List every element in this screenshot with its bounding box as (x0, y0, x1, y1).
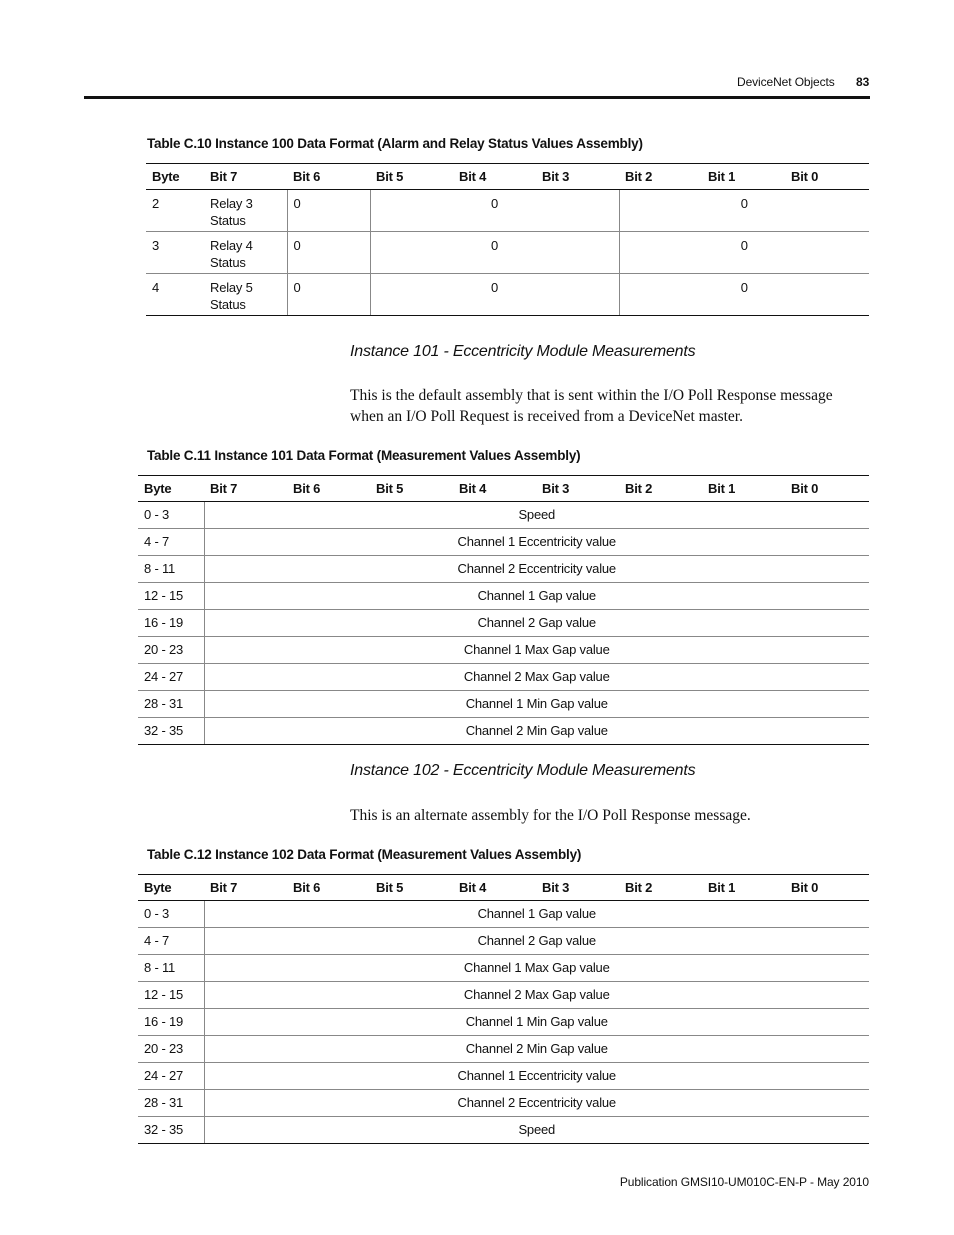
value-cell: Channel 2 Gap value (204, 610, 869, 637)
byte-cell: 3 (146, 232, 204, 274)
value-cell: Speed (204, 1117, 869, 1144)
col-header: Bit 7 (204, 875, 287, 901)
table-row (146, 232, 869, 274)
col-header: Byte (146, 164, 204, 190)
table-row (138, 1117, 869, 1144)
table-row (138, 1036, 869, 1063)
table-c10-header-row (146, 164, 869, 190)
col-header: Bit 4 (453, 476, 536, 502)
value-cell: Channel 2 Eccentricity value (204, 1090, 869, 1117)
col-header: Bit 4 (453, 164, 536, 190)
col-header: Bit 0 (785, 875, 869, 901)
table-c11-header-row (138, 476, 869, 502)
value-cell: Channel 2 Max Gap value (204, 982, 869, 1009)
bit7-cell (204, 190, 287, 232)
byte-cell: 4 - 7 (138, 529, 204, 556)
byte-cell: 2 (146, 190, 204, 232)
table-row (146, 274, 869, 316)
byte-cell: 20 - 23 (138, 1036, 204, 1063)
table-c10 (146, 163, 869, 316)
col-header: Bit 1 (702, 164, 785, 190)
byte-cell: 28 - 31 (138, 1090, 204, 1117)
value-cell: Channel 1 Eccentricity value (204, 529, 869, 556)
publication-footer: Publication GMSI10-UM010C-EN-P - May 2010 (619, 1175, 869, 1189)
table-row (138, 718, 869, 745)
byte-cell: 24 - 27 (138, 1063, 204, 1090)
section-101-paragraph (350, 385, 880, 427)
table-row (146, 190, 869, 232)
col-header: Byte (138, 476, 204, 502)
value-cell: Channel 2 Min Gap value (204, 718, 869, 745)
byte-cell: 20 - 23 (138, 637, 204, 664)
bit7-line2: Status (210, 213, 246, 228)
table-c12-caption: Table C.12 Instance 102 Data Format (Measurement Values Assembly) (147, 847, 582, 862)
bits2-0-cell: 0 (619, 274, 869, 316)
section-101-heading: Instance 101 - Eccentricity Module Measurements (350, 343, 696, 360)
byte-cell: 0 - 3 (138, 901, 204, 928)
byte-cell: 16 - 19 (138, 1009, 204, 1036)
bits5-3-cell: 0 (370, 232, 619, 274)
value-cell: Channel 1 Max Gap value (204, 955, 869, 982)
table-c11 (138, 475, 869, 745)
byte-cell: 32 - 35 (138, 718, 204, 745)
bit7-cell (204, 274, 287, 316)
byte-cell: 32 - 35 (138, 1117, 204, 1144)
byte-cell: 4 - 7 (138, 928, 204, 955)
value-cell: Channel 1 Gap value (204, 901, 869, 928)
table-row (138, 928, 869, 955)
byte-cell: 8 - 11 (138, 955, 204, 982)
bit7-line1: Relay 4 (210, 238, 253, 253)
col-header: Bit 0 (785, 164, 869, 190)
value-cell: Channel 1 Gap value (204, 583, 869, 610)
table-c11-caption: Table C.11 Instance 101 Data Format (Measurement Values Assembly) (147, 448, 581, 463)
byte-cell: 0 - 3 (138, 502, 204, 529)
bit7-line1: Relay 3 (210, 196, 253, 211)
bit7-line1: Relay 5 (210, 280, 253, 295)
table-row (138, 691, 869, 718)
table-row (138, 610, 869, 637)
paragraph-line: This is the default assembly that is sent within the I/O Poll Response message (350, 387, 833, 404)
byte-cell: 8 - 11 (138, 556, 204, 583)
header-rule (84, 96, 870, 99)
byte-cell: 16 - 19 (138, 610, 204, 637)
section-102-paragraph: This is an alternate assembly for the I/O Poll Response message. (350, 807, 751, 824)
value-cell: Speed (204, 502, 869, 529)
col-header: Bit 2 (619, 476, 702, 502)
byte-cell: 24 - 27 (138, 664, 204, 691)
table-row (138, 583, 869, 610)
table-row (138, 901, 869, 928)
col-header: Bit 2 (619, 164, 702, 190)
table-row (138, 529, 869, 556)
table-c12 (138, 874, 869, 1144)
bit6-cell: 0 (287, 232, 370, 274)
col-header: Bit 5 (370, 164, 453, 190)
table-row (138, 1090, 869, 1117)
bit7-cell (204, 232, 287, 274)
running-header-section: DeviceNet Objects (737, 75, 835, 89)
value-cell: Channel 1 Min Gap value (204, 691, 869, 718)
col-header: Bit 6 (287, 164, 370, 190)
table-row (138, 982, 869, 1009)
col-header: Bit 4 (453, 875, 536, 901)
page-number: 83 (856, 75, 870, 89)
bits2-0-cell: 0 (619, 190, 869, 232)
col-header: Bit 1 (702, 476, 785, 502)
col-header: Bit 5 (370, 875, 453, 901)
col-header: Bit 3 (536, 875, 619, 901)
table-row (138, 556, 869, 583)
byte-cell: 12 - 15 (138, 982, 204, 1009)
bits5-3-cell: 0 (370, 190, 619, 232)
value-cell: Channel 2 Gap value (204, 928, 869, 955)
value-cell: Channel 2 Min Gap value (204, 1036, 869, 1063)
bit6-cell: 0 (287, 274, 370, 316)
col-header: Bit 1 (702, 875, 785, 901)
col-header: Bit 7 (204, 476, 287, 502)
byte-cell: 28 - 31 (138, 691, 204, 718)
table-row (138, 1063, 869, 1090)
col-header: Bit 5 (370, 476, 453, 502)
table-row (138, 664, 869, 691)
col-header: Bit 3 (536, 164, 619, 190)
section-102-heading: Instance 102 - Eccentricity Module Measurements (350, 762, 696, 779)
bit7-line2: Status (210, 297, 246, 312)
value-cell: Channel 1 Max Gap value (204, 637, 869, 664)
table-c10-caption: Table C.10 Instance 100 Data Format (Alarm and Relay Status Values Assembly) (147, 136, 643, 151)
value-cell: Channel 2 Max Gap value (204, 664, 869, 691)
col-header: Bit 7 (204, 164, 287, 190)
bit6-cell: 0 (287, 190, 370, 232)
bits2-0-cell: 0 (619, 232, 869, 274)
value-cell: Channel 1 Min Gap value (204, 1009, 869, 1036)
paragraph-line: when an I/O Poll Request is received from a DeviceNet master. (350, 408, 743, 425)
col-header: Bit 0 (785, 476, 869, 502)
col-header: Bit 2 (619, 875, 702, 901)
table-row (138, 955, 869, 982)
bits5-3-cell: 0 (370, 274, 619, 316)
table-row (138, 502, 869, 529)
col-header: Bit 6 (287, 476, 370, 502)
table-row (138, 1009, 869, 1036)
value-cell: Channel 1 Eccentricity value (204, 1063, 869, 1090)
table-row (138, 637, 869, 664)
byte-cell: 12 - 15 (138, 583, 204, 610)
col-header: Bit 3 (536, 476, 619, 502)
byte-cell: 4 (146, 274, 204, 316)
bit7-line2: Status (210, 255, 246, 270)
col-header: Bit 6 (287, 875, 370, 901)
col-header: Byte (138, 875, 204, 901)
value-cell: Channel 2 Eccentricity value (204, 556, 869, 583)
table-c12-header-row (138, 875, 869, 901)
